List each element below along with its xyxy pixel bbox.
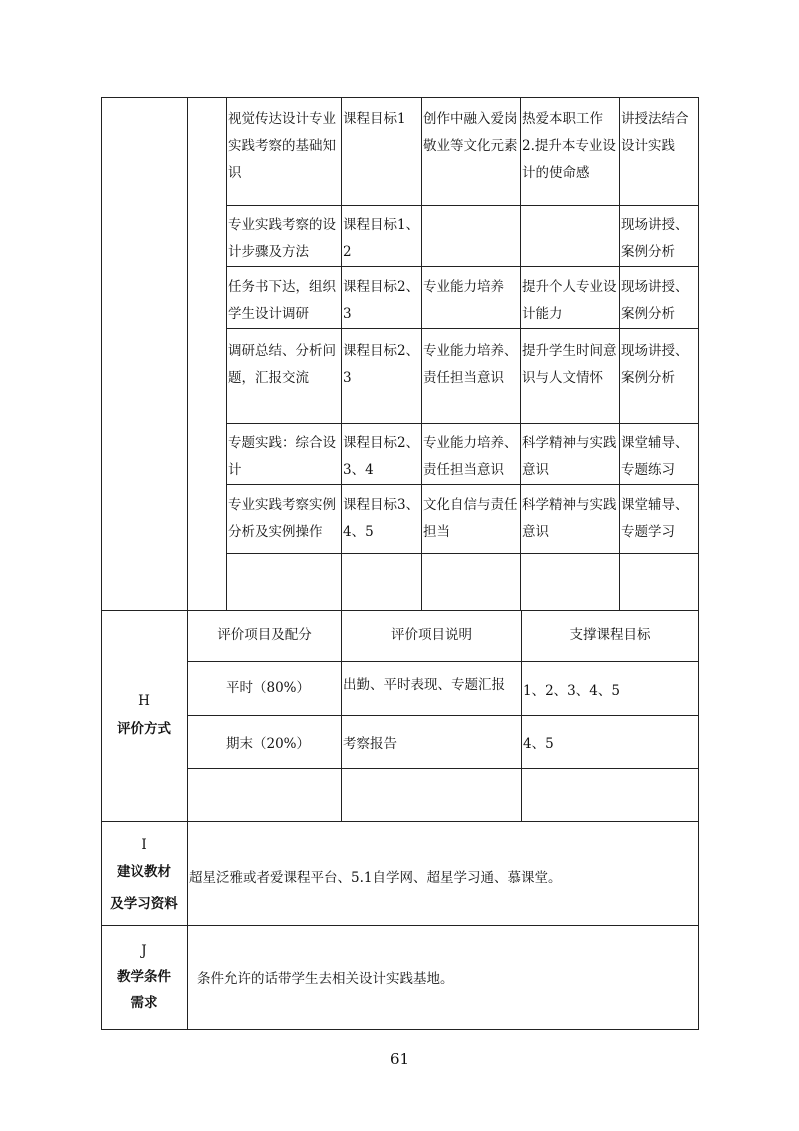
evaluation-desc: 考察报告 — [343, 736, 397, 752]
schedule-row-divider — [226, 553, 698, 554]
schedule-row-divider — [226, 205, 698, 206]
schedule-col-divider — [619, 97, 620, 610]
schedule-goal: 课程目标2、3 — [343, 279, 420, 322]
materials-section-title-line2: 及学习资料 — [110, 896, 178, 912]
table-border-bottom — [101, 1029, 699, 1030]
conditions-col-divider — [187, 925, 188, 1030]
schedule-outcome: 科学精神与实践意识 — [522, 497, 617, 540]
evaluation-goals: 1、2、3、4、5 — [523, 683, 620, 699]
schedule-method: 现场讲授、案例分析 — [621, 279, 689, 322]
schedule-content: 任务书下达，组织学生设计调研 — [228, 279, 336, 322]
conditions-section-title-line2: 需求 — [130, 995, 158, 1011]
schedule-col-divider — [226, 97, 227, 610]
section-divider — [101, 821, 699, 822]
schedule-col-divider — [187, 97, 188, 610]
evaluation-desc: 出勤、平时表现、专题汇报 — [343, 677, 505, 693]
schedule-element: 专业能力培养、责任担当意识 — [423, 435, 518, 478]
schedule-goal: 课程目标3、4、5 — [343, 497, 420, 540]
schedule-row-divider — [226, 266, 698, 267]
evaluation-header-goals: 支撑课程目标 — [569, 627, 651, 643]
conditions-text: 条件允许的话带学生去相关设计实践基地。 — [197, 971, 454, 987]
schedule-content: 专题实践：综合设计 — [228, 435, 336, 478]
table-border-top — [101, 97, 699, 98]
schedule-col-divider — [520, 97, 521, 610]
schedule-row-divider — [226, 484, 698, 485]
schedule-element: 文化自信与责任担当 — [423, 497, 518, 540]
section-letter-j: J — [141, 943, 147, 959]
evaluation-row-divider — [187, 768, 699, 769]
schedule-goal: 课程目标1 — [343, 111, 406, 127]
schedule-goal: 课程目标2、3、4 — [343, 435, 420, 478]
page-number: 61 — [389, 1050, 410, 1068]
schedule-goal: 课程目标2、3 — [343, 343, 420, 386]
conditions-section-title: 教学条件 — [117, 969, 171, 985]
schedule-row-divider — [226, 423, 698, 424]
schedule-outcome: 科学精神与实践意识 — [522, 435, 617, 478]
schedule-method: 现场讲授、案例分析 — [621, 343, 689, 386]
section-divider — [101, 925, 699, 926]
schedule-content: 专业实践考察实例分析及实例操作 — [228, 497, 336, 540]
schedule-method: 课堂辅导、专题练习 — [621, 435, 689, 478]
schedule-element: 专业能力培养 — [423, 279, 504, 295]
section-divider — [101, 610, 699, 611]
schedule-method: 课堂辅导、专题学习 — [621, 497, 689, 540]
schedule-outcome: 热爱本职工作 2.提升本专业设计的使命感 — [522, 111, 616, 181]
evaluation-row-divider — [187, 715, 699, 716]
evaluation-section-title: 评价方式 — [117, 721, 171, 737]
materials-text: 超星泛雅或者爱课程平台、5.1自学网、超星学习通、慕课堂。 — [189, 870, 562, 886]
schedule-method: 讲授法结合设计实践 — [621, 111, 689, 154]
evaluation-row-divider — [187, 661, 699, 662]
schedule-outcome: 提升学生时间意识与人文情怀 — [522, 343, 617, 386]
section-letter-h: H — [138, 693, 150, 709]
schedule-goal: 课程目标1、2 — [343, 217, 420, 260]
schedule-content: 调研总结、分析问题，汇报交流 — [228, 343, 336, 386]
evaluation-goals: 4、5 — [523, 736, 554, 752]
schedule-outcome: 提升个人专业设计能力 — [522, 279, 617, 322]
section-letter-i: I — [141, 837, 147, 853]
evaluation-header-item: 评价项目及配分 — [217, 627, 312, 643]
materials-col-divider — [187, 821, 188, 925]
evaluation-item: 平时（80%） — [226, 680, 311, 696]
evaluation-item: 期末（20%） — [226, 736, 311, 752]
schedule-element: 专业能力培养、责任担当意识 — [423, 343, 518, 386]
schedule-content: 专业实践考察的设计步骤及方法 — [228, 217, 336, 260]
schedule-element: 创作中融入爱岗敬业等文化元素 — [423, 111, 518, 154]
schedule-method: 现场讲授、案例分析 — [621, 217, 689, 260]
schedule-col-divider — [341, 97, 342, 610]
schedule-row-divider — [226, 328, 698, 329]
materials-section-title: 建议教材 — [117, 864, 171, 880]
schedule-content: 视觉传达设计专业实践考察的基础知识 — [228, 111, 336, 181]
evaluation-header-desc: 评价项目说明 — [391, 627, 472, 643]
table-border-right — [698, 97, 699, 1030]
